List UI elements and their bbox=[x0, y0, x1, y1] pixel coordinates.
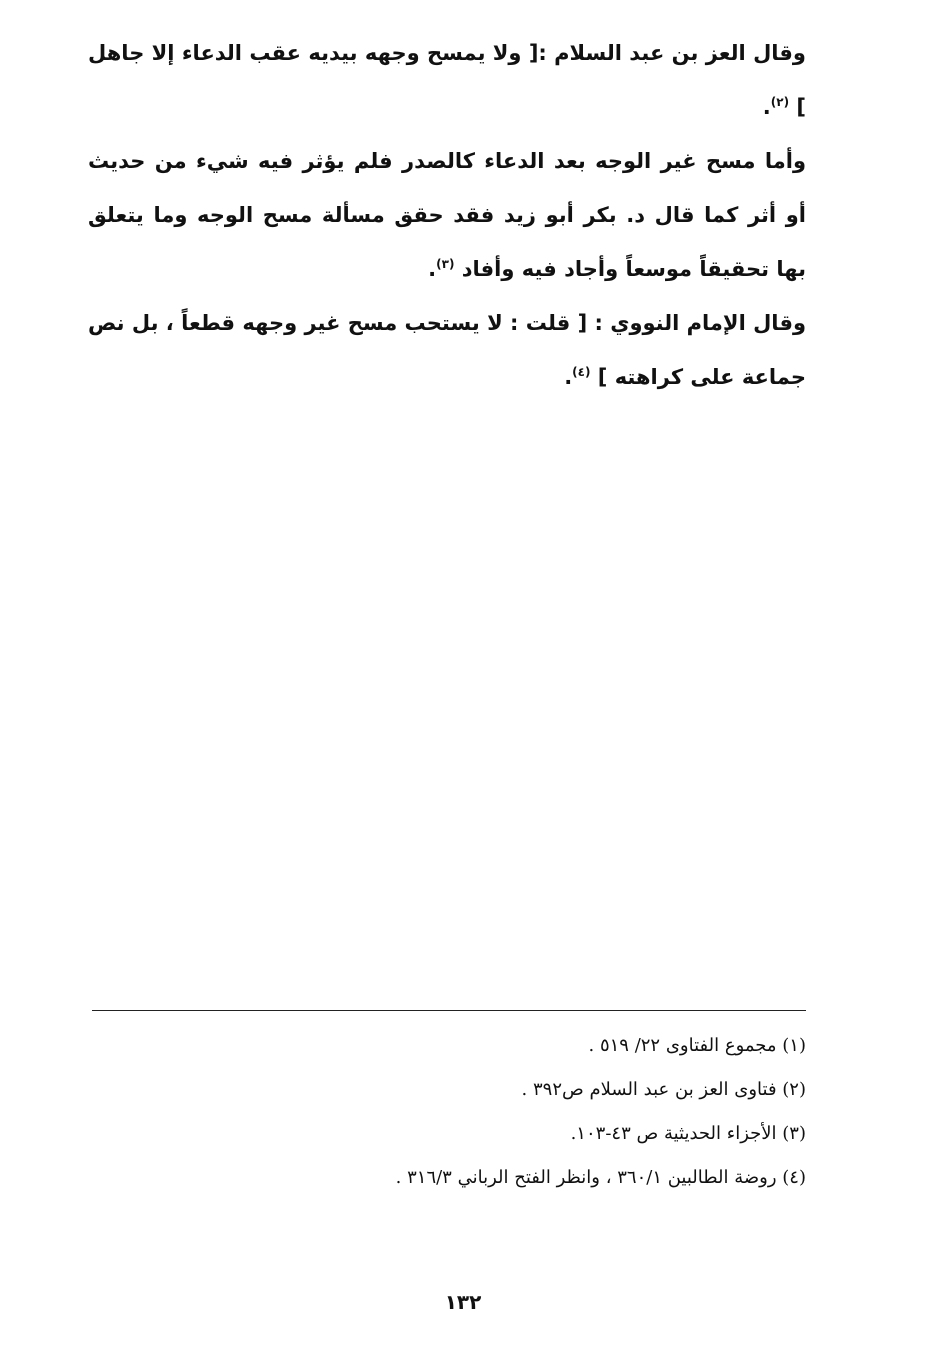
paragraph-2-tail: . bbox=[428, 257, 437, 281]
page-number: ١٣٢ bbox=[444, 1290, 482, 1314]
paragraph-1-text: وقال العز بن عبد السلام :[ ولا يمسح وجهه بيديه عقب الدعاء إلا جاهل ] bbox=[88, 41, 806, 119]
paragraph-3 bbox=[88, 296, 806, 404]
footnote-1: (١) مجموع الفتاوى ٢٢/ ٥١٩ . bbox=[588, 1035, 806, 1056]
paragraph-1-tail: . bbox=[762, 95, 771, 119]
paragraph-3-text: وقال الإمام النووي : [ قلت : لا يستحب مسح غير وجهه قطعاً ، بل نص جماعة على كراهته ] bbox=[88, 311, 806, 389]
footnote-ref-3: (٣) bbox=[436, 257, 455, 271]
footnote-ref-2: (٢) bbox=[770, 95, 790, 109]
paragraph-2 bbox=[88, 134, 806, 296]
footnote-divider bbox=[92, 1010, 806, 1011]
footnote-2: (٢) فتاوى العز بن عبد السلام ص٣٩٢ . bbox=[521, 1079, 806, 1100]
footnote-ref-4: (٤) bbox=[572, 365, 591, 379]
footnotes-list bbox=[92, 1024, 806, 1200]
main-text bbox=[88, 26, 806, 404]
paragraph-3-tail: . bbox=[564, 365, 573, 389]
paragraph-1 bbox=[88, 26, 806, 134]
footnote-3: (٣) الأجزاء الحديثية ص ٤٣-١٠٣. bbox=[570, 1123, 806, 1144]
paragraph-2-text: وأما مسح غير الوجه بعد الدعاء كالصدر فلم يؤثر فيه شيء من حديث أو أثر كما قال د. بكر أبو زيد فقد حقق مسألة مسح الوجه وما يتعلق بها تحقيقاً موسعاً وأجاد فيه وأفاد bbox=[88, 149, 806, 281]
footnote-4: (٤) روضة الطالبين ٣٦٠/١ ، وانظر الفتح الرباني ٣١٦/٣ . bbox=[395, 1167, 806, 1188]
